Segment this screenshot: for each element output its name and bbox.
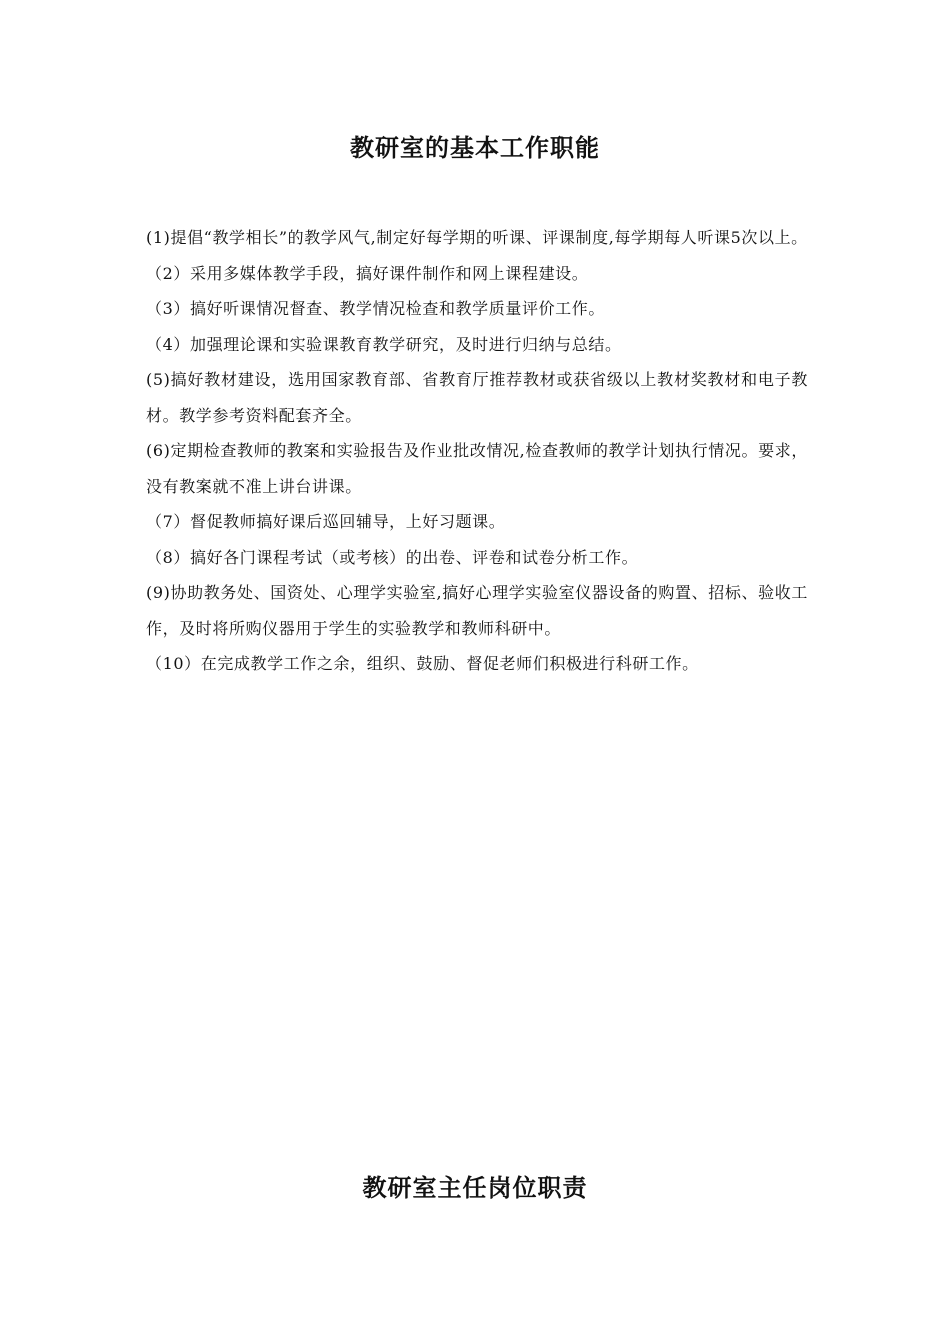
duty-item-3: （3）搞好听课情况督查、教学情况检查和教学质量评价工作。 (146, 299, 605, 318)
duty-item-6: (6)定期检查教师的教案和实验报告及作业批改情况,检查教师的教学计划执行情况。要求，没有教案就不准上讲台讲课。 (146, 441, 808, 496)
duty-item-1: (1)提倡“教学相长”的教学风气,制定好每学期的听课、评课制度,每学期每人听课5次以上。 (146, 228, 808, 247)
duties-list (146, 220, 808, 682)
duty-item-10: （10）在完成教学工作之余，组织、鼓励、督促老师们积极进行科研工作。 (146, 654, 699, 673)
duty-item-5: (5)搞好教材建设，选用国家教育部、省教育厅推荐教材或获省级以上教材奖教材和电子教材。教学参考资料配套齐全。 (146, 370, 808, 425)
section-title: 教研室的基本工作职能 (350, 133, 600, 162)
duty-item-2: （2）采用多媒体教学手段，搞好课件制作和网上课程建设。 (146, 263, 589, 283)
section-title: 教研室主任岗位职责 (362, 1173, 588, 1202)
duty-item-8: （8）搞好各门课程考试（或考核）的出卷、评卷和试卷分析工作。 (146, 547, 639, 567)
duty-item-7: （7）督促教师搞好课后巡回辅导，上好习题课。 (146, 512, 506, 531)
duty-item-4: （4）加强理论课和实验课教育教学研究，及时进行归纳与总结。 (146, 334, 622, 354)
duty-item-9: (9)协助教务处、国资处、心理学实验室,搞好心理学实验室仪器设备的购置、招标、验收工作，及时将所购仪器用于学生的实验教学和教师科研中。 (146, 583, 808, 638)
